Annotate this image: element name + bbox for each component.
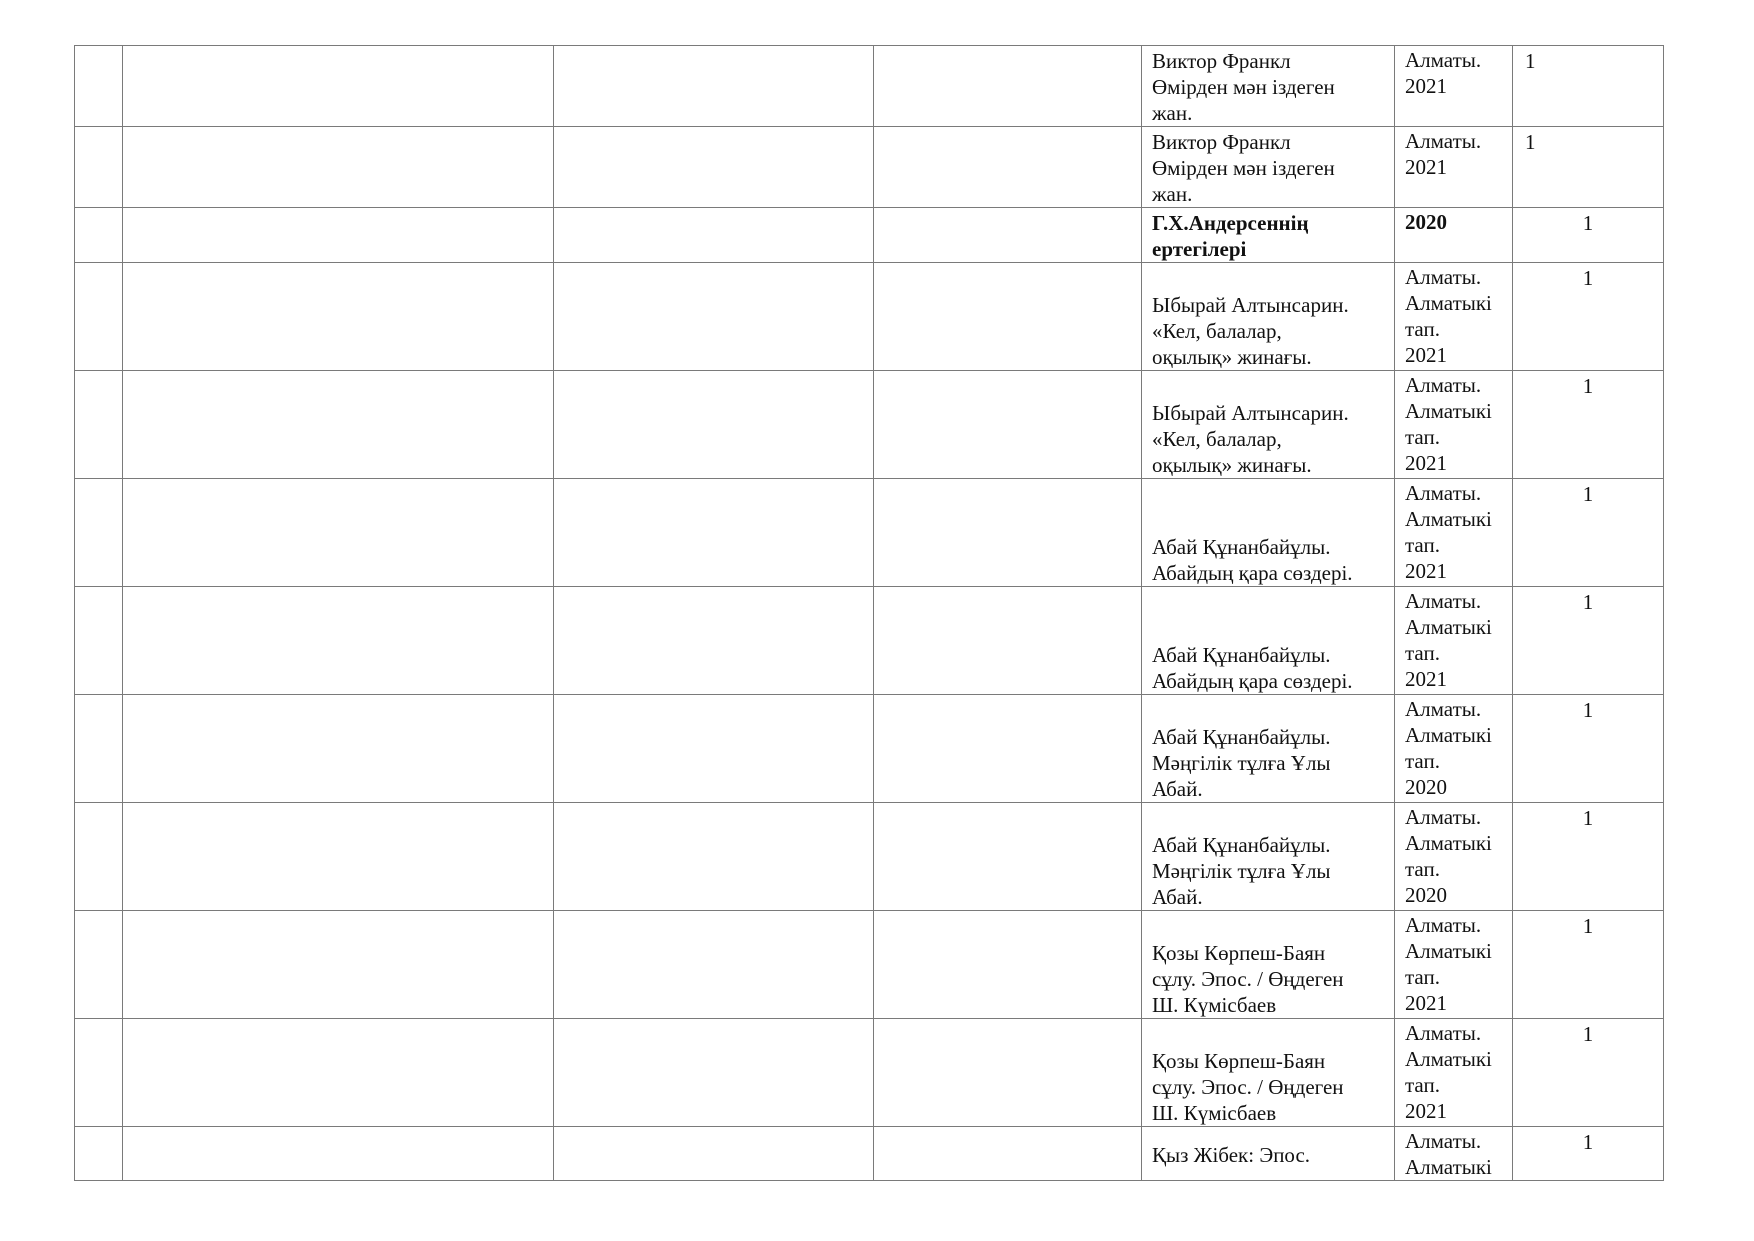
empty-cell bbox=[123, 1019, 554, 1127]
number-cell bbox=[75, 46, 123, 127]
number-cell bbox=[75, 803, 123, 911]
empty-cell bbox=[874, 911, 1142, 1019]
empty-cell bbox=[874, 587, 1142, 695]
empty-cell bbox=[554, 263, 874, 371]
empty-cell bbox=[554, 695, 874, 803]
book-title-cell bbox=[1142, 911, 1395, 1019]
empty-cell bbox=[554, 803, 874, 911]
quantity-cell: 1 bbox=[1513, 127, 1664, 208]
book-title: Абай Құнанбайұлы. Абайдың қара сөздері. bbox=[1152, 643, 1353, 693]
book-title-cell bbox=[1142, 46, 1395, 127]
empty-cell bbox=[123, 803, 554, 911]
book-title-cell bbox=[1142, 127, 1395, 208]
number-cell bbox=[75, 1127, 123, 1181]
book-title-cell bbox=[1142, 1019, 1395, 1127]
quantity-cell: 1 bbox=[1513, 479, 1664, 587]
empty-cell bbox=[874, 479, 1142, 587]
quantity-cell: 1 bbox=[1513, 695, 1664, 803]
book-title-cell bbox=[1142, 263, 1395, 371]
empty-cell bbox=[123, 127, 554, 208]
empty-cell bbox=[123, 208, 554, 263]
publisher-cell: Алматы. Алматыкі тап. 2021 bbox=[1395, 911, 1513, 1019]
table-row bbox=[75, 127, 1664, 208]
empty-cell bbox=[554, 587, 874, 695]
book-title: Абай Құнанбайұлы. Мәңгілік тұлға Ұлы Абай. bbox=[1152, 833, 1331, 909]
quantity-cell: 1 bbox=[1513, 911, 1664, 1019]
quantity-cell: 1 bbox=[1513, 803, 1664, 911]
publisher-cell: Алматы. Алматыкі тап. 2021 bbox=[1395, 263, 1513, 371]
empty-cell bbox=[874, 1127, 1142, 1181]
number-cell bbox=[75, 127, 123, 208]
empty-cell bbox=[554, 46, 874, 127]
number-cell bbox=[75, 371, 123, 479]
empty-cell bbox=[874, 263, 1142, 371]
number-cell bbox=[75, 208, 123, 263]
empty-cell bbox=[123, 46, 554, 127]
book-title: Ыбырай Алтынсарин. «Кел, балалар, оқылық» жинағы. bbox=[1152, 401, 1349, 477]
book-title: Виктор Франкл Өмірден мән іздеген жан. bbox=[1152, 49, 1335, 125]
publisher-cell: Алматы. Алматыкі bbox=[1395, 1127, 1513, 1181]
table-row bbox=[75, 695, 1664, 803]
table-row bbox=[75, 46, 1664, 127]
book-title-cell bbox=[1142, 371, 1395, 479]
number-cell bbox=[75, 1019, 123, 1127]
book-title: Виктор Франкл Өмірден мән іздеген жан. bbox=[1152, 130, 1335, 206]
publisher-cell: Алматы. Алматыкі тап. 2021 bbox=[1395, 371, 1513, 479]
table-row bbox=[75, 1019, 1664, 1127]
table-row bbox=[75, 803, 1664, 911]
empty-cell bbox=[874, 695, 1142, 803]
empty-cell bbox=[554, 911, 874, 1019]
empty-cell bbox=[874, 371, 1142, 479]
quantity-cell: 1 bbox=[1513, 371, 1664, 479]
publisher-cell: Алматы. Алматыкі тап. 2020 bbox=[1395, 695, 1513, 803]
book-title: Ыбырай Алтынсарин. «Кел, балалар, оқылық» жинағы. bbox=[1152, 293, 1349, 369]
book-title: Қозы Көрпеш-Баян сұлу. Эпос. / Өңдеген Ш. Күмісбаев bbox=[1152, 1049, 1344, 1125]
publisher-cell: 2020 bbox=[1395, 208, 1513, 263]
quantity-cell: 1 bbox=[1513, 208, 1664, 263]
book-title: Қозы Көрпеш-Баян сұлу. Эпос. / Өңдеген Ш. Күмісбаев bbox=[1152, 941, 1344, 1017]
empty-cell bbox=[554, 479, 874, 587]
publisher-cell: Алматы. 2021 bbox=[1395, 127, 1513, 208]
publisher-cell: Алматы. Алматыкі тап. 2021 bbox=[1395, 479, 1513, 587]
table-row bbox=[75, 1127, 1664, 1181]
empty-cell bbox=[123, 371, 554, 479]
book-title-cell bbox=[1142, 479, 1395, 587]
empty-cell bbox=[123, 263, 554, 371]
table-row bbox=[75, 479, 1664, 587]
publisher-cell: Алматы. Алматыкі тап. 2020 bbox=[1395, 803, 1513, 911]
publisher-cell: Алматы. Алматыкі тап. 2021 bbox=[1395, 587, 1513, 695]
table-row bbox=[75, 208, 1664, 263]
empty-cell bbox=[123, 587, 554, 695]
number-cell bbox=[75, 695, 123, 803]
empty-cell bbox=[123, 911, 554, 1019]
empty-cell bbox=[123, 1127, 554, 1181]
book-title-cell bbox=[1142, 803, 1395, 911]
number-cell bbox=[75, 911, 123, 1019]
number-cell bbox=[75, 479, 123, 587]
empty-cell bbox=[554, 371, 874, 479]
quantity-cell: 1 bbox=[1513, 587, 1664, 695]
empty-cell bbox=[874, 46, 1142, 127]
table-row bbox=[75, 911, 1664, 1019]
table-row bbox=[75, 587, 1664, 695]
empty-cell bbox=[874, 208, 1142, 263]
table-row bbox=[75, 263, 1664, 371]
book-title-cell bbox=[1142, 587, 1395, 695]
number-cell bbox=[75, 587, 123, 695]
book-title-cell bbox=[1142, 695, 1395, 803]
table-row bbox=[75, 371, 1664, 479]
book-title: Абай Құнанбайұлы. Мәңгілік тұлға Ұлы Абай. bbox=[1152, 725, 1331, 801]
empty-cell bbox=[874, 1019, 1142, 1127]
quantity-cell: 1 bbox=[1513, 46, 1664, 127]
quantity-cell: 1 bbox=[1513, 1127, 1664, 1181]
book-title: Абай Құнанбайұлы. Абайдың қара сөздері. bbox=[1152, 535, 1353, 585]
empty-cell bbox=[554, 1019, 874, 1127]
empty-cell bbox=[554, 1127, 874, 1181]
empty-cell bbox=[874, 127, 1142, 208]
book-title: Қыз Жібек: Эпос. bbox=[1152, 1142, 1311, 1167]
quantity-cell: 1 bbox=[1513, 1019, 1664, 1127]
empty-cell bbox=[554, 208, 874, 263]
quantity-cell: 1 bbox=[1513, 263, 1664, 371]
empty-cell bbox=[874, 803, 1142, 911]
book-title-cell bbox=[1142, 1127, 1395, 1181]
book-title: Г.Х.Андерсеннің ертегілері bbox=[1152, 211, 1309, 261]
book-title-cell bbox=[1142, 208, 1395, 263]
empty-cell bbox=[123, 479, 554, 587]
empty-cell bbox=[123, 695, 554, 803]
publisher-cell: Алматы. Алматыкі тап. 2021 bbox=[1395, 1019, 1513, 1127]
number-cell bbox=[75, 263, 123, 371]
book-list-table bbox=[74, 45, 1664, 1181]
empty-cell bbox=[554, 127, 874, 208]
publisher-cell: Алматы. 2021 bbox=[1395, 46, 1513, 127]
